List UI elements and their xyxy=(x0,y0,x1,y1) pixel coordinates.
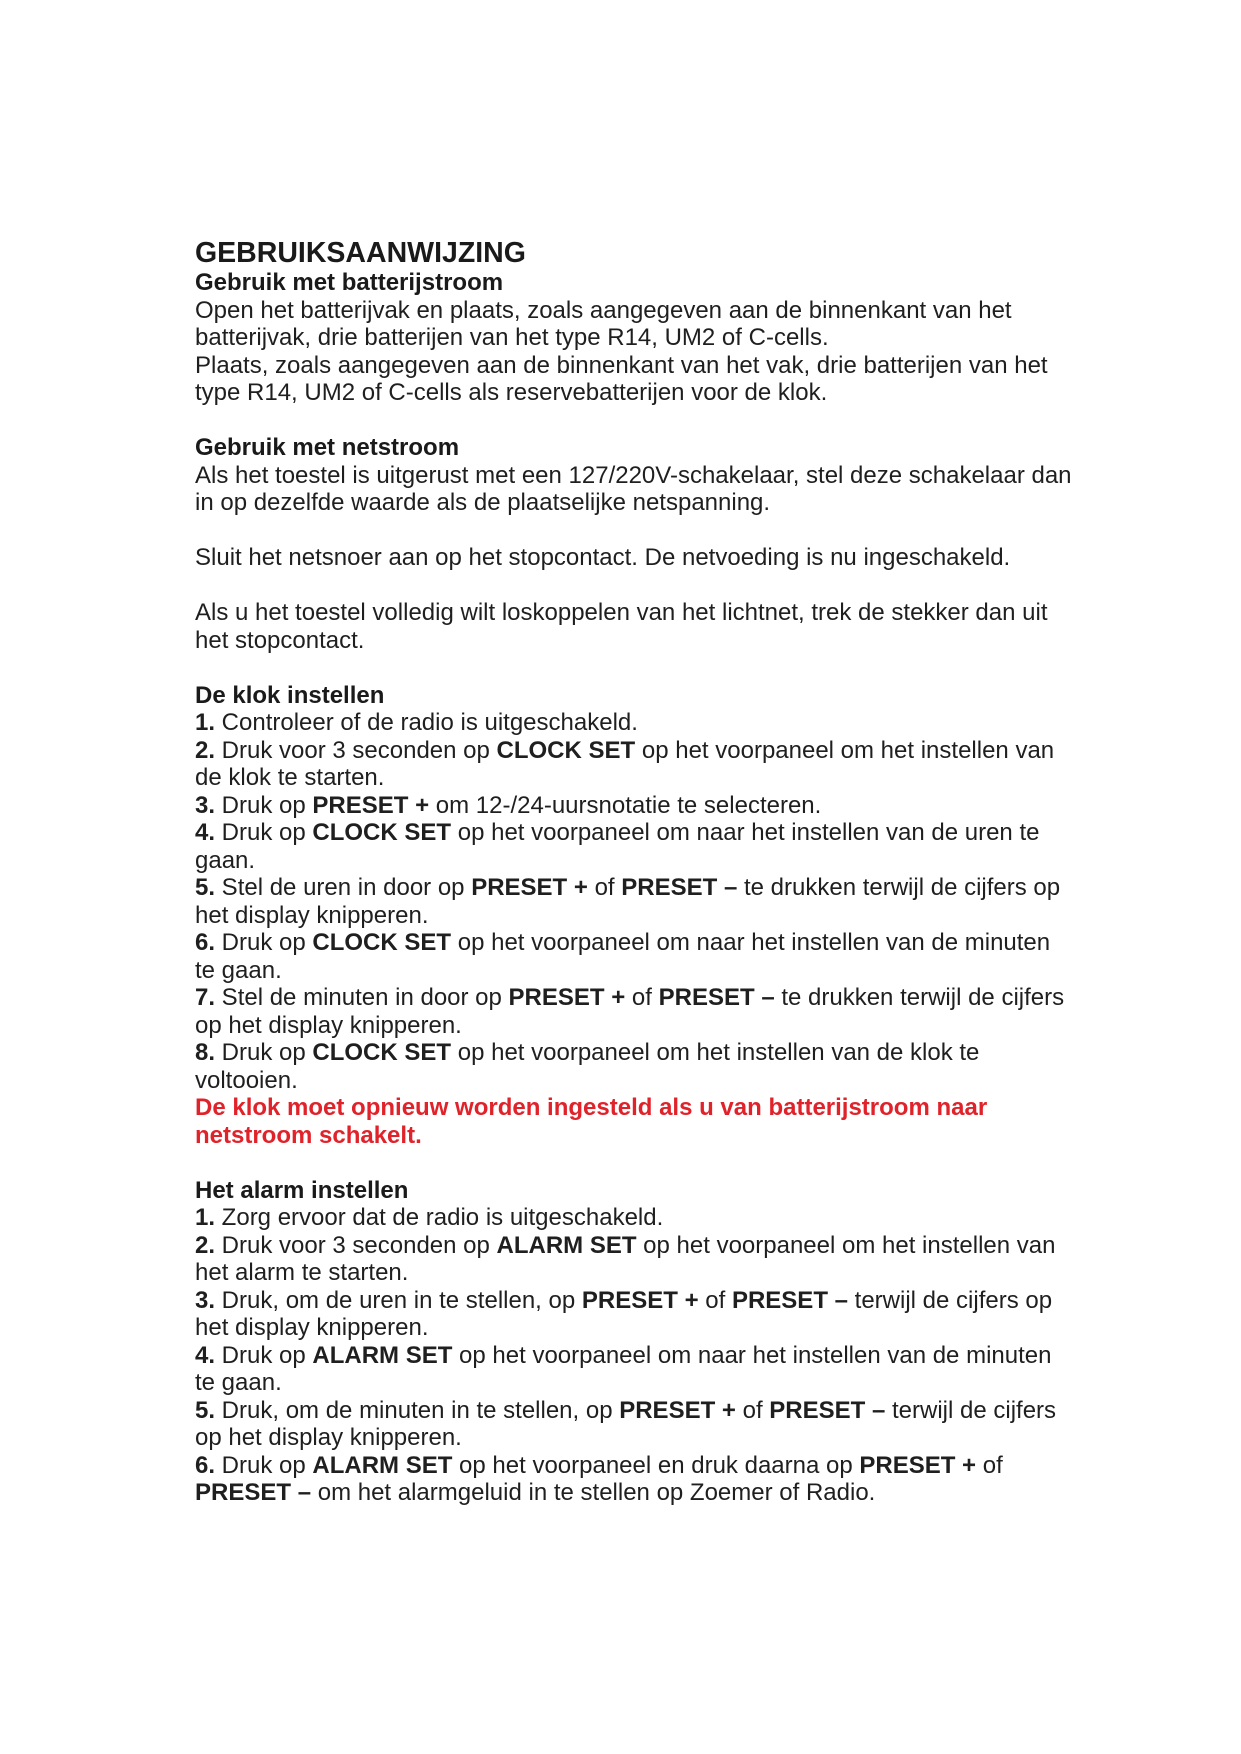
step-number: 3. xyxy=(195,791,216,819)
spacer xyxy=(195,407,1075,435)
step-number: 1. xyxy=(195,709,216,736)
battery-paragraph-2: Plaats, zoals aangegeven aan de binnenkant van het vak, drie batterijen van het type R14, UM2 of C-cells als reservebatterijen voor de klok. xyxy=(195,351,1048,406)
spacer xyxy=(195,572,1075,600)
button-name: ALARM SET xyxy=(312,1451,453,1479)
step-text: om het alarmgeluid in te stellen op Zoemer of Radio. xyxy=(311,1479,876,1506)
step-text: Controleer of de radio is uitgeschakeld. xyxy=(215,709,638,736)
step-text: of xyxy=(735,1396,770,1424)
step-text: Zorg ervoor dat de radio is uitgeschakeld. xyxy=(215,1204,664,1231)
button-name: PRESET + xyxy=(508,984,626,1011)
spacer xyxy=(195,654,1075,682)
step-text: op het voorpaneel om naar het instellen van de uren te gaan. xyxy=(195,819,1040,874)
step-text: op het voorpaneel om het instellen van de klok te voltooien. xyxy=(195,1039,980,1094)
step-text: te drukken terwijl de cijfers op het display knipperen. xyxy=(195,984,1065,1039)
button-name: CLOCK SET xyxy=(312,819,452,846)
battery-paragraph-1: Open het batterijvak en plaats, zoals aangegeven aan de binnenkant van het batterijvak, drie batterijen van het type R14, UM2 of C-cells. xyxy=(195,296,1012,351)
step-text: om 12-/24-uursnotatie te selecteren. xyxy=(429,791,822,819)
alarm-step-3 xyxy=(195,1287,1075,1342)
step-text: op het voorpaneel om naar het instellen van de minuten te gaan. xyxy=(195,929,1051,984)
step-text: Druk op xyxy=(215,1451,313,1479)
step-text: Druk op xyxy=(215,929,313,956)
step-text: op het voorpaneel om het instellen van het alarm te starten. xyxy=(195,1231,1056,1286)
document-title: GEBRUIKSAANWIJZING xyxy=(195,237,526,269)
button-name: ALARM SET xyxy=(496,1231,637,1259)
step-text: Druk voor 3 seconden op xyxy=(215,1231,497,1259)
clock-step-3 xyxy=(195,792,1075,820)
step-text: Stel de minuten in door op xyxy=(215,984,509,1011)
step-text: op het voorpaneel om het instellen van de klok te starten. xyxy=(195,736,1055,791)
button-name: PRESET – xyxy=(731,1286,848,1314)
step-text: te drukken terwijl de cijfers op het display knipperen. xyxy=(195,874,1061,929)
alarm-step-2 xyxy=(195,1232,1075,1287)
step-number: 3. xyxy=(195,1286,216,1314)
step-number: 5. xyxy=(195,874,216,901)
step-number: 1. xyxy=(195,1204,216,1231)
button-name: PRESET – xyxy=(658,984,775,1011)
clock-step-2 xyxy=(195,737,1075,792)
step-text: Druk voor 3 seconden op xyxy=(215,736,497,764)
step-text: of xyxy=(587,874,622,901)
step-text: Druk op xyxy=(215,819,313,846)
step-text: of xyxy=(625,984,659,1011)
clock-heading: De klok instellen xyxy=(195,681,385,709)
clock-step-6 xyxy=(195,929,1075,984)
mains-paragraph-3: Als u het toestel volledig wilt loskoppelen van het lichtnet, trek de stekker dan uit het stopcontact. xyxy=(195,599,1048,654)
step-number: 4. xyxy=(195,1341,216,1369)
step-number: 4. xyxy=(195,819,216,846)
button-name: CLOCK SET xyxy=(496,736,636,764)
mains-paragraph-2: Sluit het netsnoer aan op het stopcontact. De netvoeding is nu ingeschakeld. xyxy=(195,544,1011,571)
step-number: 6. xyxy=(195,929,216,956)
clock-step-4 xyxy=(195,819,1075,874)
button-name: PRESET – xyxy=(195,1479,312,1506)
step-number: 7. xyxy=(195,984,216,1011)
step-text: Druk, om de minuten in te stellen, op xyxy=(215,1396,620,1424)
step-text: of xyxy=(976,1451,1003,1479)
button-name: PRESET + xyxy=(312,791,430,819)
button-name: ALARM SET xyxy=(312,1341,453,1369)
step-text: terwijl de cijfers op het display knipperen. xyxy=(195,1286,1053,1341)
step-text: Druk op xyxy=(215,1341,313,1369)
alarm-step-1 xyxy=(195,1204,1075,1232)
step-text: op het voorpaneel om naar het instellen van de minuten te gaan. xyxy=(195,1341,1052,1396)
battery-heading: Gebruik met batterijstroom xyxy=(195,269,504,296)
alarm-heading: Het alarm instellen xyxy=(195,1176,409,1204)
clock-step-7 xyxy=(195,984,1075,1039)
step-number: 6. xyxy=(195,1451,216,1479)
clock-warning: De klok moet opnieuw worden ingesteld als u van batterijstroom naar netstroom schakelt. xyxy=(195,1094,988,1149)
mains-paragraph-1: Als het toestel is uitgerust met een 127/220V-schakelaar, stel deze schakelaar dan in op dezelfde waarde als de plaatselijke netspanning. xyxy=(195,461,1072,516)
clock-step-1 xyxy=(195,709,1075,737)
clock-step-5 xyxy=(195,874,1075,929)
spacer xyxy=(195,1149,1075,1177)
button-name: CLOCK SET xyxy=(312,929,452,956)
step-text: terwijl de cijfers op het display knipperen. xyxy=(195,1396,1057,1451)
step-number: 2. xyxy=(195,736,216,764)
step-text: of xyxy=(698,1286,732,1314)
document-page xyxy=(195,237,1075,1507)
spacer xyxy=(195,517,1075,545)
alarm-step-4 xyxy=(195,1342,1075,1397)
alarm-step-5 xyxy=(195,1397,1075,1452)
step-number: 8. xyxy=(195,1039,216,1066)
step-text: op het voorpaneel en druk daarna op xyxy=(452,1451,860,1479)
mains-heading: Gebruik met netstroom xyxy=(195,434,460,461)
button-name: PRESET + xyxy=(619,1396,736,1424)
button-name: PRESET + xyxy=(471,874,588,901)
button-name: PRESET – xyxy=(621,874,738,901)
button-name: CLOCK SET xyxy=(312,1039,452,1066)
button-name: PRESET + xyxy=(859,1451,977,1479)
step-text: Stel de uren in door op xyxy=(215,874,472,901)
button-name: PRESET – xyxy=(769,1396,886,1424)
step-text: Druk, om de uren in te stellen, op xyxy=(215,1286,582,1314)
button-name: PRESET + xyxy=(581,1286,699,1314)
clock-step-8 xyxy=(195,1039,1075,1094)
alarm-step-6 xyxy=(195,1452,1075,1507)
step-text: Druk op xyxy=(215,791,313,819)
step-number: 2. xyxy=(195,1231,216,1259)
step-number: 5. xyxy=(195,1396,216,1424)
step-text: Druk op xyxy=(215,1039,313,1066)
